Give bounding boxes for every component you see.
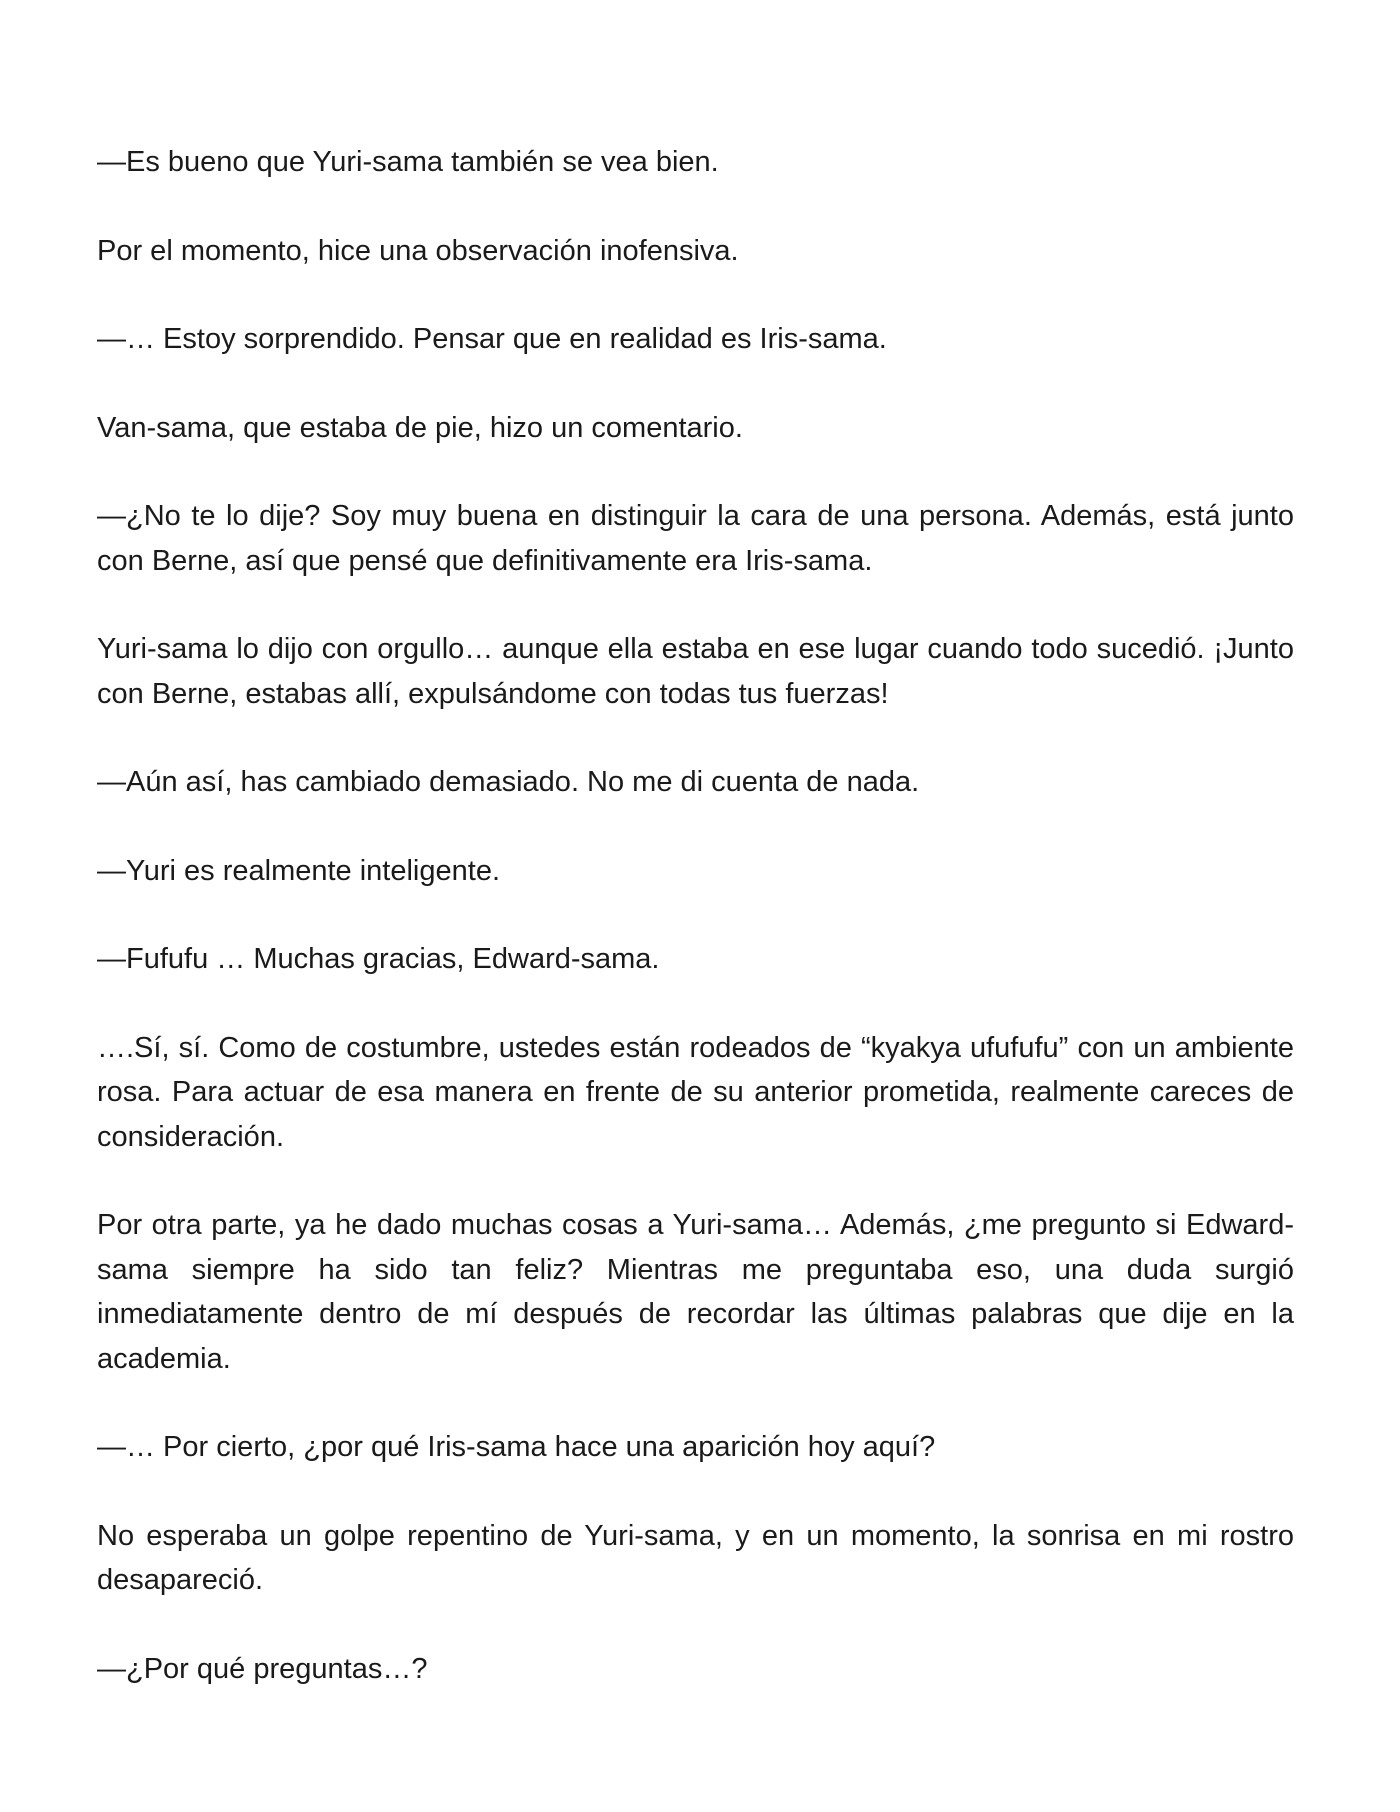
paragraph: —Yuri es realmente inteligente. (97, 854, 500, 887)
paragraph: Van-sama, que estaba de pie, hizo un comentario. (97, 411, 743, 444)
text-column (97, 140, 1294, 1735)
paragraph: Por otra parte, ya he dado muchas cosas a Yuri-sama… Además, ¿me pregunto si Edward-sama siempre ha sido tan feliz? Mientras me preguntaba eso, una duda surgió inmediatamente dentro de mí después de recordar las últimas palabras que dije en la academia. (97, 1209, 1294, 1375)
paragraph: ….Sí, sí. Como de costumbre, ustedes están rodeados de “kyakya ufufufu” con un ambiente rosa. Para actuar de esa manera en frente de su anterior prometida, realmente careces de consideración. (97, 1031, 1294, 1153)
paragraph: No esperaba un golpe repentino de Yuri-sama, y en un momento, la sonrisa en mi rostro desapareció. (97, 1519, 1294, 1596)
paragraph: Por el momento, hice una observación inofensiva. (97, 234, 739, 267)
paragraph: —Fufufu … Muchas gracias, Edward-sama. (97, 943, 660, 975)
paragraph: Yuri-sama lo dijo con orgullo… aunque ella estaba en ese lugar cuando todo sucedió. ¡Junto con Berne, estabas allí, expulsándome con todas tus fuerzas! (97, 633, 1294, 710)
paragraph: —¿Por qué preguntas…? (97, 1652, 428, 1685)
paragraph: —… Estoy sorprendido. Pensar que en realidad es Iris-sama. (97, 323, 887, 355)
paragraph: —¿No te lo dije? Soy muy buena en distinguir la cara de una persona. Además, está junto con Berne, así que pensé que definitivamente era Iris-sama. (97, 500, 1294, 577)
paragraph: —Aún así, has cambiado demasiado. No me di cuenta de nada. (97, 766, 920, 798)
paragraph: —… Por cierto, ¿por qué Iris-sama hace una aparición hoy aquí? (97, 1431, 936, 1463)
paragraph: —Es bueno que Yuri-sama también se vea bien. (97, 146, 719, 178)
